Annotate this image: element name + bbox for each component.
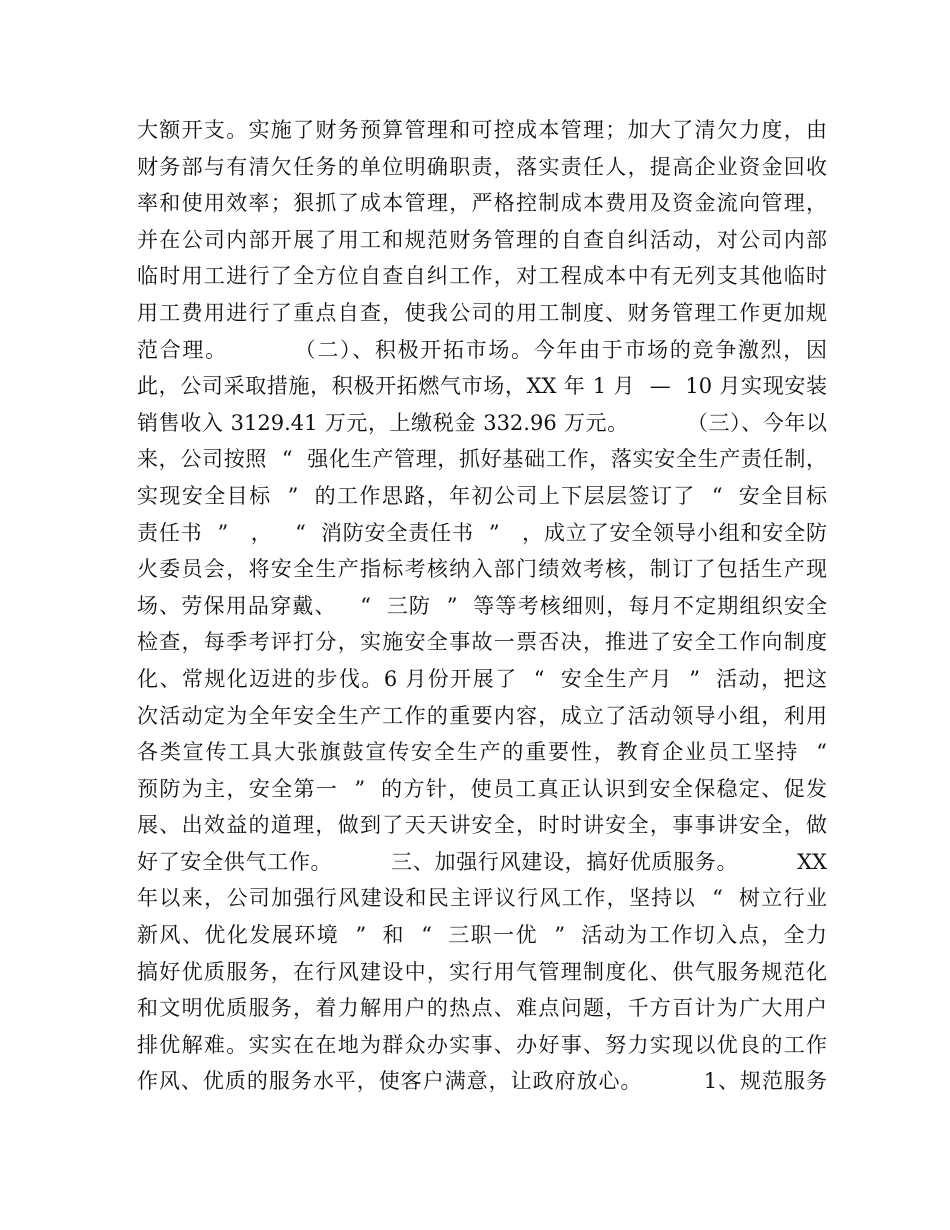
text-line: 火委员会，将安全生产指标考核纳入部门绩效考核，制订了包括生产现 <box>137 557 827 582</box>
text-line: 作风、优质的服务水平，使客户满意，让政府放心。 1、规范服务 <box>137 1069 827 1094</box>
text-line: 销售收入 3129.41 万元，上缴税金 332.96 万元。 （三）、今年以 <box>137 410 827 435</box>
text-line: 并在公司内部开展了用工和规范财务管理的自查自纠活动，对公司内部 <box>137 227 827 252</box>
text-line: 率和使用效率；狠抓了成本管理，严格控制成本费用及资金流向管理， <box>137 191 827 216</box>
text-line: 财务部与有清欠任务的单位明确职责，落实责任人，提高企业资金回收 <box>137 154 827 179</box>
text-line: 用工费用进行了重点自查，使我公司的用工制度、财务管理工作更加规 <box>137 300 827 325</box>
text-line: 各类宣传工具大张旗鼓宣传安全生产的重要性，教育企业员工坚持 “ <box>137 740 827 765</box>
text-line: 化、常规化迈进的步伐。6 月份开展了 “ 安全生产月 ” 活动，把这 <box>137 666 827 691</box>
text-line: 实现安全目标 ” 的工作思路，年初公司上下层层签订了 “ 安全目标 <box>137 483 827 508</box>
text-line: 好了安全供气工作。 三、加强行风建设，搞好优质服务。 XX <box>137 849 827 874</box>
text-line: 预防为主，安全第一 ” 的方针，使员工真正认识到安全保稳定、促发 <box>137 776 827 801</box>
text-line: 责任书 ” ， “ 消防安全责任书 ” ，成立了安全领导小组和安全防 <box>137 520 827 545</box>
text-line: 范合理。 （二）、积极开拓市场。今年由于市场的竞争激烈，因 <box>137 337 827 362</box>
text-line: 来，公司按照 “ 强化生产管理，抓好基础工作，落实安全生产责任制， <box>137 447 827 472</box>
text-line: 次活动定为全年安全生产工作的重要内容，成立了活动领导小组，利用 <box>137 703 827 728</box>
body-text <box>137 112 827 1100</box>
text-line: 和文明优质服务，着力解用户的热点、难点问题，千方百计为广大用户 <box>137 996 827 1021</box>
text-line: 大额开支。实施了财务预算管理和可控成本管理；加大了清欠力度，由 <box>137 118 827 142</box>
text-line: 临时用工进行了全方位自查自纠工作，对工程成本中有无列支其他临时 <box>137 264 827 289</box>
text-line: 展、出效益的道理，做到了天天讲安全，时时讲安全，事事讲安全，做 <box>137 813 827 838</box>
text-line: 此，公司采取措施，积极开拓燃气市场，XX 年 1 月 — 10 月实现安装 <box>137 374 827 399</box>
text-line: 排优解难。实实在在地为群众办实事、办好事、努力实现以优良的工作 <box>137 1032 827 1057</box>
text-line: 年以来，公司加强行风建设和民主评议行风工作，坚持以 “ 树立行业 <box>137 886 827 911</box>
text-line: 搞好优质服务，在行风建设中，实行用气管理制度化、供气服务规范化 <box>137 959 827 984</box>
text-line: 场、劳保用品穿戴、 “ 三防 ” 等等考核细则，每月不定期组织安全 <box>137 593 827 618</box>
text-line: 新风、优化发展环境 ” 和 “ 三职一优 ” 活动为工作切入点，全力 <box>137 923 827 948</box>
text-line: 检查，每季考评打分，实施安全事故一票否决，推进了安全工作向制度 <box>137 630 827 655</box>
